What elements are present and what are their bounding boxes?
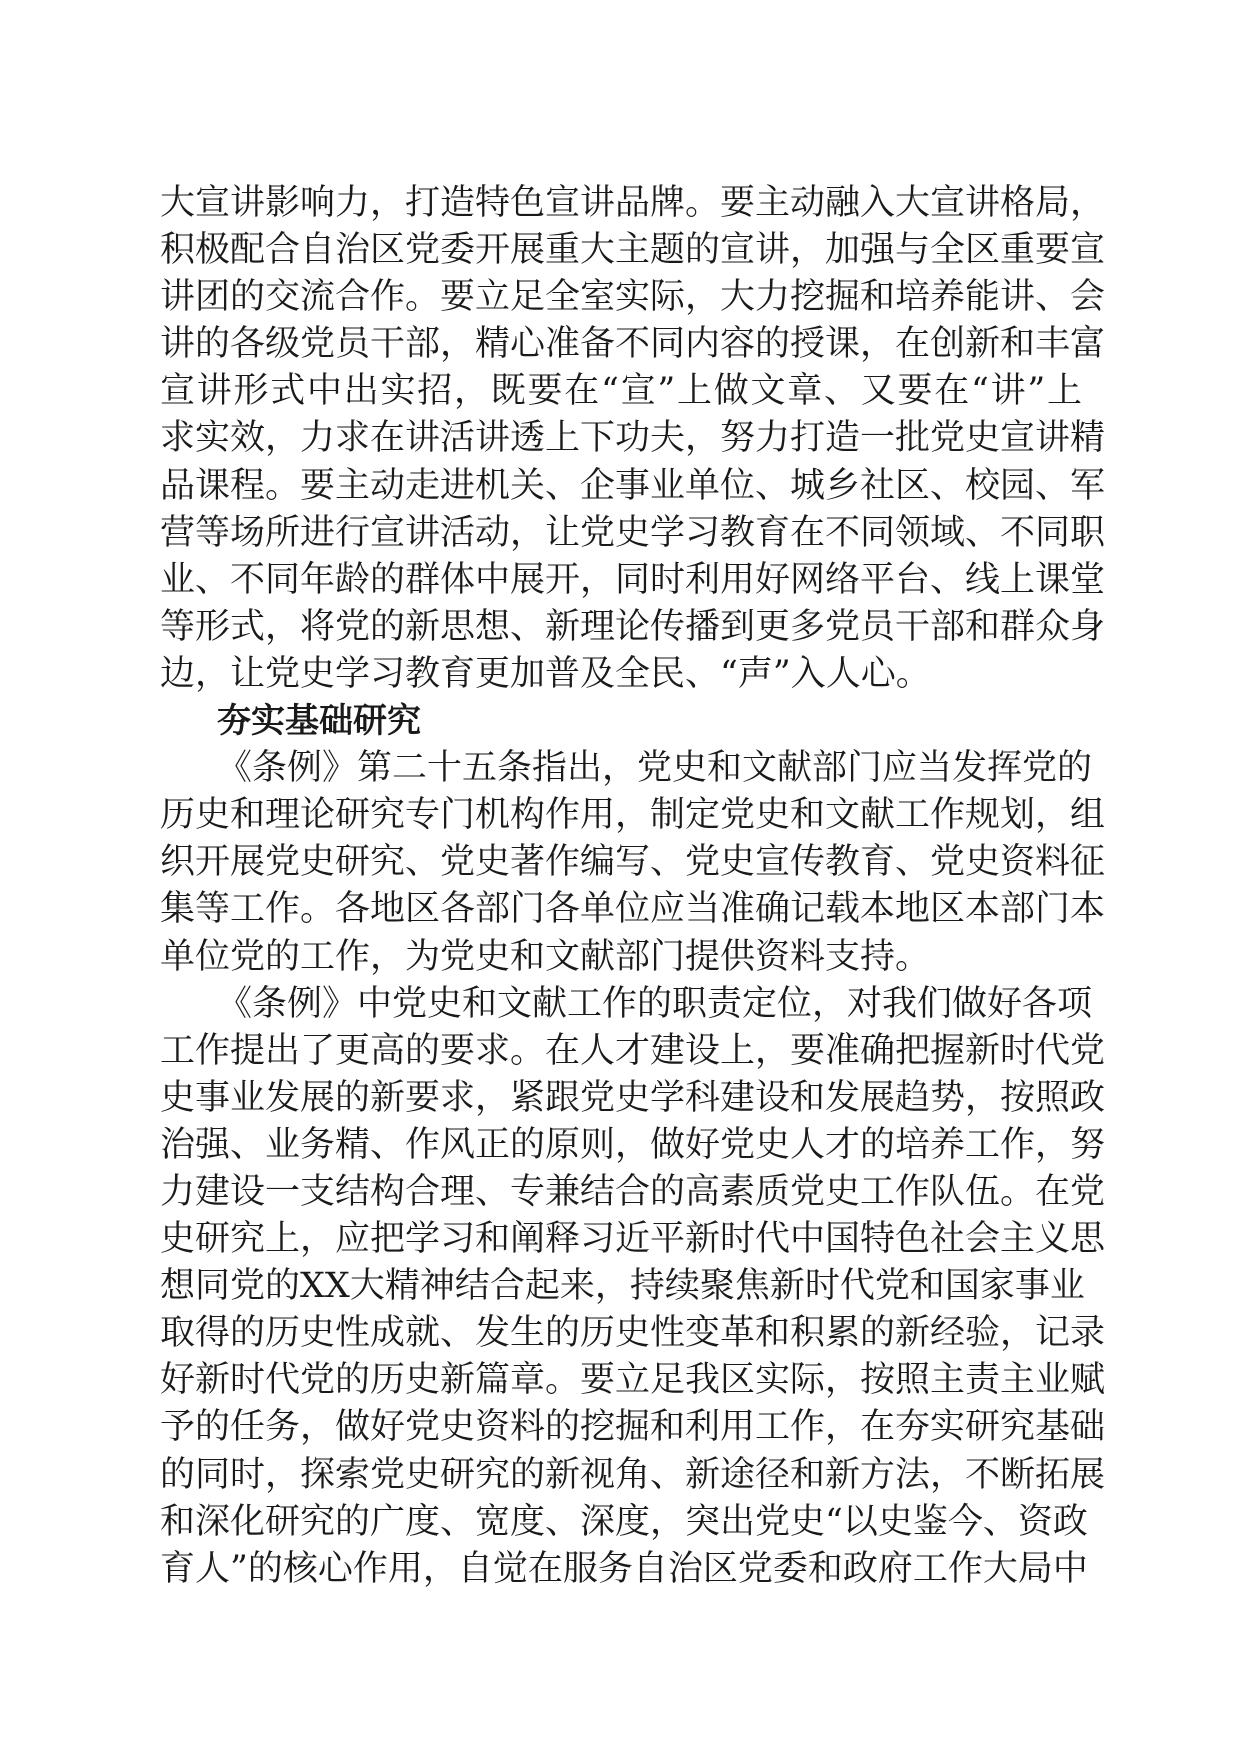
paragraph-2-line: 单位党的工作，为党史和文献部门提供资料支持。 [160,936,931,977]
paragraph-1-line: 宣讲形式中出实招，既要在“宣”上做文章、又要在“讲”上 [160,371,1082,412]
paragraph-1-line: 讲团的交流合作。要立足全室实际，大力挖掘和培养能讲、会 [160,277,1106,318]
paragraph-3-line: 治强、业务精、作风正的原则，做好党史人才的培养工作，努 [160,1124,1106,1165]
paragraph-3-line: 取得的历史性成就、发生的历史性变革和积累的新经验，记录 [160,1313,1106,1354]
paragraph-3-line: 工作提出了更高的要求。在人才建设上，要准确把握新时代党 [160,1030,1106,1071]
section-heading: 夯实基础研究 [217,701,421,742]
paragraph-3-line: 史事业发展的新要求，紧跟党史学科建设和发展趋势，按照政 [160,1077,1106,1118]
paragraph-1-line: 边，让党史学习教育更加普及全民、“声”入人心。 [160,653,931,694]
paragraph-1-line: 大宣讲影响力，打造特色宣讲品牌。要主动融入大宣讲格局， [160,183,1106,223]
paragraph-1-line: 品课程。要主动走进机关、企事业单位、城乡社区、校园、军 [160,465,1106,506]
paragraph-1-line: 讲的各级党员干部，精心准备不同内容的授课，在创新和丰富 [160,324,1106,365]
paragraph-2-line: 集等工作。各地区各部门各单位应当准确记载本地区本部门本 [160,889,1106,930]
paragraph-3-line: 《条例》中党史和文献工作的职责定位，对我们做好各项 [217,983,1093,1024]
paragraph-1-line: 等形式，将党的新思想、新理论传播到更多党员干部和群众身 [160,606,1106,647]
document-body [160,180,1106,1593]
paragraph-2-line: 历史和理论研究专门机构作用，制定党史和文献工作规划，组 [160,795,1106,836]
paragraph-2-line: 《条例》第二十五条指出，党史和文献部门应当发挥党的 [217,748,1093,789]
paragraph-3-line: 和深化研究的广度、宽度、深度，突出党史“以史鉴今、资政 [160,1501,1088,1542]
paragraph-1-line: 求实效，力求在讲活讲透上下功夫，努力打造一批党史宣讲精 [160,418,1106,459]
paragraph-3-line: 史研究上，应把学习和阐释习近平新时代中国特色社会主义思 [160,1219,1106,1260]
paragraph-1-line: 积极配合自治区党委开展重大主题的宣讲，加强与全区重要宣 [160,230,1106,271]
paragraph-3-line: 育人”的核心作用，自觉在服务自治区党委和政府工作大局中 [160,1548,1088,1589]
paragraph-1-line: 业、不同年龄的群体中展开，同时利用好网络平台、线上课堂 [160,559,1106,600]
paragraph-3-line: 好新时代党的历史新篇章。要立足我区实际，按照主责主业赋 [160,1360,1106,1401]
paragraph-2-line: 织开展党史研究、党史著作编写、党史宣传教育、党史资料征 [160,842,1106,883]
paragraph-3-line: 力建设一支结构合理、专兼结合的高素质党史工作队伍。在党 [160,1171,1106,1212]
paragraph-3-line: 的同时，探索党史研究的新视角、新途径和新方法，不断拓展 [160,1454,1106,1495]
paragraph-1-line: 营等场所进行宣讲活动，让党史学习教育在不同领域、不同职 [160,512,1106,553]
paragraph-3-line: 予的任务，做好党史资料的挖掘和利用工作，在夯实研究基础 [160,1407,1106,1448]
paragraph-3-line: 想同党的XX大精神结合起来，持续聚焦新时代党和国家事业 [160,1266,1085,1307]
